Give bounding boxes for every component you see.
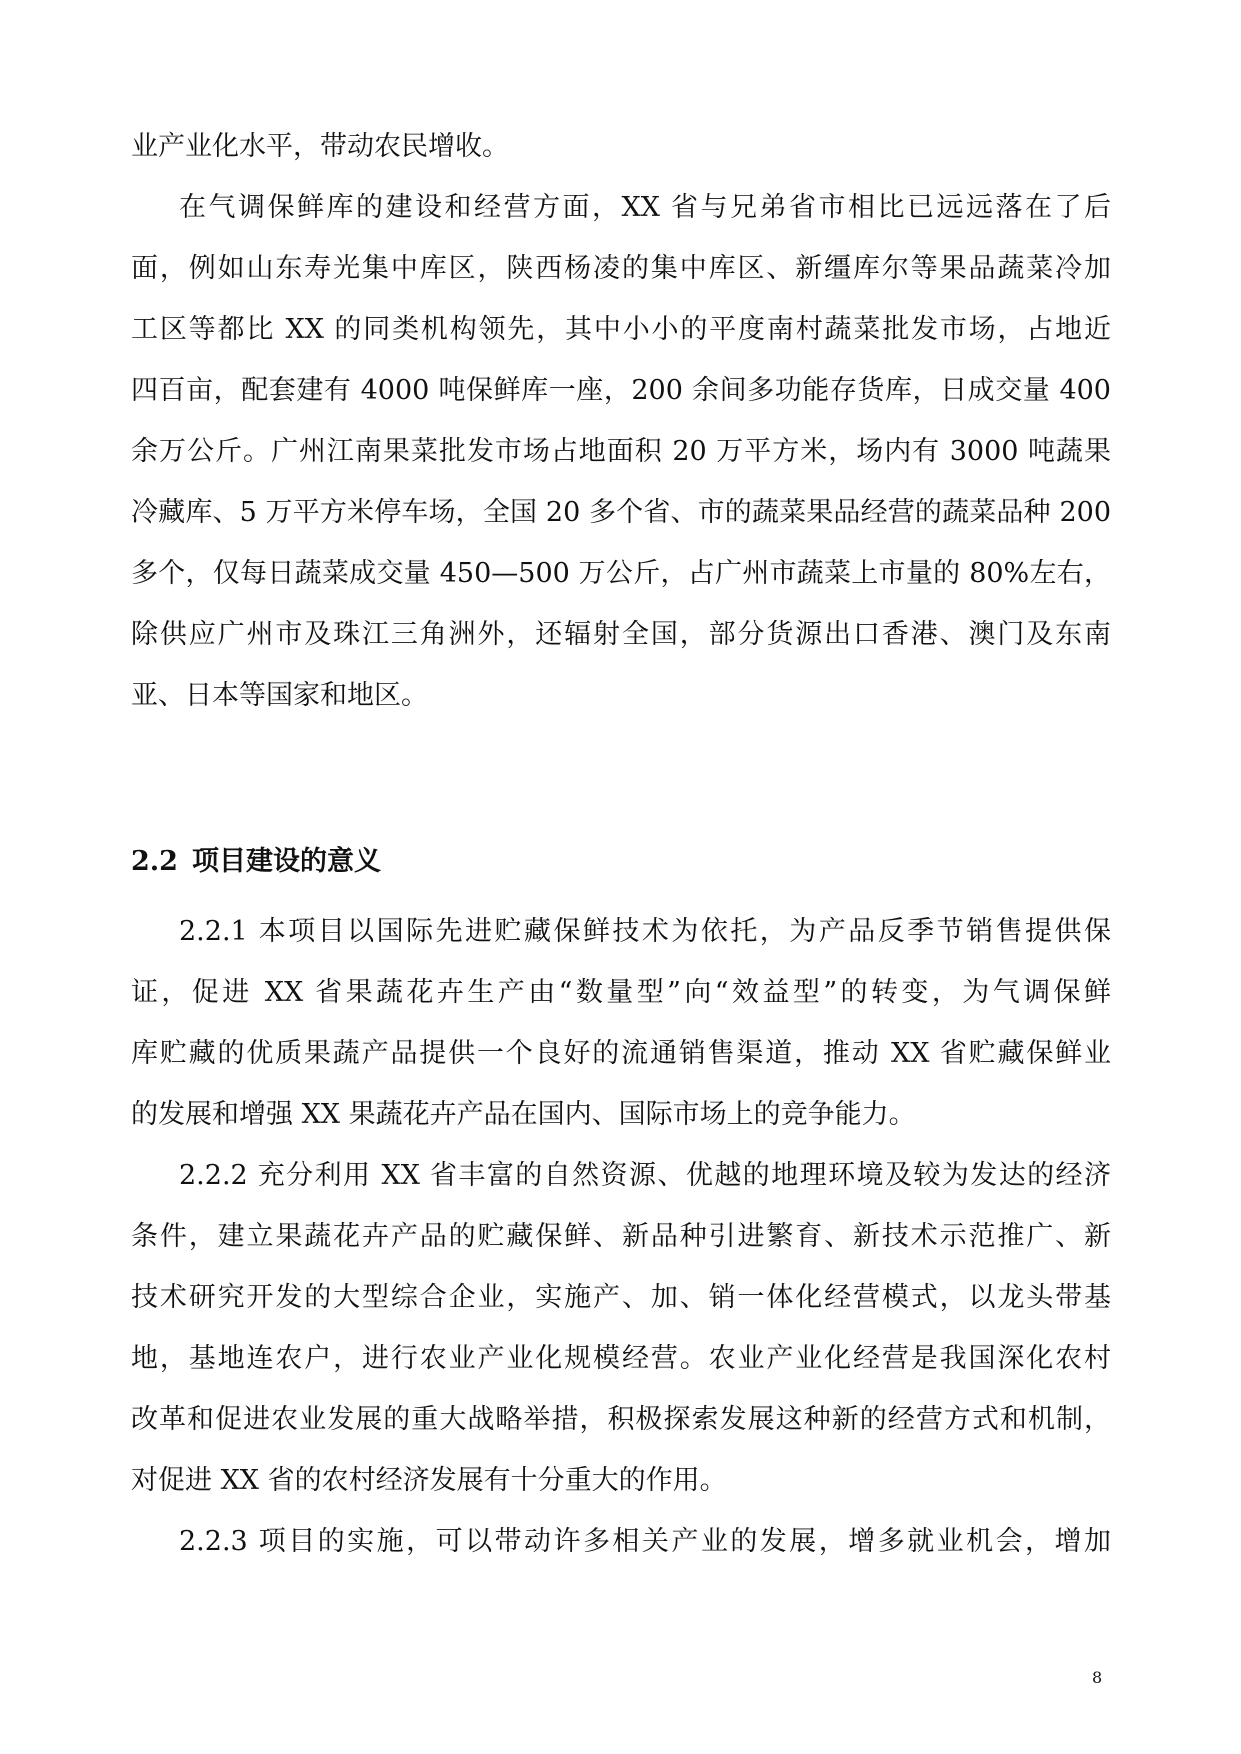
paragraph-line: 对促进 XX 省的农村经济发展有十分重大的作用。 bbox=[131, 1465, 727, 1496]
paragraph-line: 的发展和增强 XX 果蔬花卉产品在国内、国际市场上的竞争能力。 bbox=[131, 1099, 916, 1130]
section-heading bbox=[131, 842, 381, 882]
paragraph-line: 冷藏库、5 万平方米停车场，全国 20 多个省、市的蔬菜果品经营的蔬菜品种 200 bbox=[131, 497, 1111, 528]
section-title: 项目建设的意义 bbox=[191, 846, 381, 877]
paragraph-line: 面，例如山东寿光集中库区，陕西杨凌的集中库区、新缰库尔等果品蔬菜冷加 bbox=[131, 253, 1111, 284]
paragraph-line: 技术研究开发的大型综合企业，实施产、加、销一体化经营模式，以龙头带基 bbox=[131, 1282, 1111, 1313]
page-number: 8 bbox=[1092, 1668, 1103, 1687]
paragraph-line: 改革和促进农业发展的重大战略举措，积极探索发展这种新的经营方式和机制， bbox=[131, 1404, 1111, 1435]
paragraph-line: 地，基地连农户，进行农业产业化规模经营。农业产业化经营是我国深化农村 bbox=[131, 1343, 1111, 1374]
paragraph-line: 除供应广州市及珠江三角洲外，还辐射全国，部分货源出口香港、澳门及东南 bbox=[131, 619, 1111, 650]
paragraph-line: 多个，仅每日蔬菜成交量 450—500 万公斤，占广州市蔬菜上市量的 80%左右， bbox=[131, 558, 1111, 589]
paragraph-line: 2.2.3 项目的实施，可以带动许多相关产业的发展，增多就业机会，增加 bbox=[179, 1526, 1111, 1557]
paragraph-line: 库贮藏的优质果蔬产品提供一个良好的流通销售渠道，推动 XX 省贮藏保鲜业 bbox=[131, 1038, 1111, 1069]
paragraph-line: 条件，建立果蔬花卉产品的贮藏保鲜、新品种引进繁育、新技术示范推广、新 bbox=[131, 1221, 1111, 1252]
section-number: 2.2 bbox=[131, 846, 178, 877]
paragraph-line: 余万公斤。广州江南果菜批发市场占地面积 20 万平方米，场内有 3000 吨蔬果 bbox=[131, 436, 1111, 467]
paragraph-line: 四百亩，配套建有 4000 吨保鲜库一座，200 余间多功能存货库，日成交量 400 bbox=[131, 375, 1111, 406]
paragraph-line: 亚、日本等国家和地区。 bbox=[131, 680, 428, 711]
paragraph-line: 工区等都比 XX 的同类机构领先，其中小小的平度南村蔬菜批发市场，占地近 bbox=[131, 314, 1111, 345]
paragraph-line: 2.2.2 充分利用 XX 省丰富的自然资源、优越的地理环境及较为发达的经济 bbox=[179, 1160, 1111, 1191]
paragraph-line: 2.2.1 本项目以国际先进贮藏保鲜技术为依托，为产品反季节销售提供保 bbox=[179, 916, 1111, 947]
paragraph-line: 在气调保鲜库的建设和经营方面，XX 省与兄弟省市相比已远远落在了后 bbox=[179, 192, 1111, 223]
paragraph-line: 业产业化水平，带动农民增收。 bbox=[131, 131, 509, 162]
paragraph-line: 证，促进 XX 省果蔬花卉生产由“数量型”向“效益型”的转变，为气调保鲜 bbox=[131, 977, 1111, 1008]
